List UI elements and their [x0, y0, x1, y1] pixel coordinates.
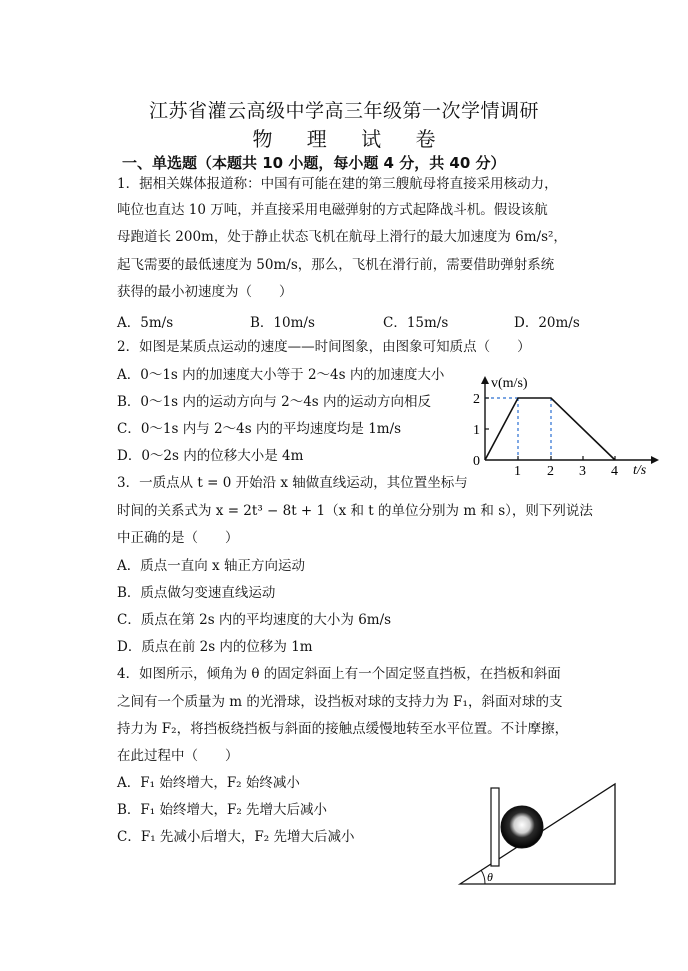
q4-option-b: B．F₁ 始终增大，F₂ 先增大后减小	[117, 802, 328, 818]
y-axis-label: v(m/s)	[491, 376, 528, 391]
incline-figure	[455, 770, 625, 890]
q1-option-b: B．10m/s	[250, 315, 315, 331]
q3-option-c: C．质点在第 2s 内的平均速度的大小为 6m/s	[117, 612, 392, 628]
x-tick-label-3: 3	[579, 464, 586, 479]
q4-line: 在此过程中（ ）	[117, 748, 239, 764]
exam-subtitle: 物 理 试 卷	[252, 127, 450, 151]
q2-stem: 2．如图是某质点运动的速度——时间图象，由图象可知质点（ ）	[117, 339, 531, 355]
q3-line-2: 时间的关系式为 x = 2t³ − 8t + 1（x 和 t 的单位分别为 m 和 s），则下列说法	[117, 503, 593, 519]
q3-line-1: 3．一质点从 t = 0 开始沿 x 轴做直线运动，其位置坐标与	[117, 475, 468, 491]
q2-option-c: C．0～1s 内与 2～4s 内的平均速度均是 1m/s	[117, 421, 402, 437]
angle-arc	[481, 870, 485, 884]
q1-option-c: C．15m/s	[383, 315, 449, 331]
q4-option-c: C．F₁ 先减小后增大，F₂ 先增大后减小	[117, 829, 355, 845]
q4-option-a: A．F₁ 始终增大，F₂ 始终减小	[117, 775, 300, 791]
x-tick-label-2: 2	[547, 464, 554, 479]
y-tick-label-2: 2	[473, 392, 480, 407]
q1-line: 1．据相关媒体报道称：中国有可能在建的第三艘航母将直接采用核动力，	[117, 176, 558, 192]
theta-label: θ	[487, 870, 493, 884]
baffle-board	[491, 788, 499, 866]
smooth-ball	[501, 806, 543, 848]
q3-option-b: B．质点做匀变速直线运动	[117, 585, 276, 601]
q1-option-d: D．20m/s	[514, 315, 580, 331]
q1-line: 获得的最小初速度为（ ）	[117, 284, 293, 300]
section-heading: 一、单选题（本题共 10 小题，每小题 4 分，共 40 分）	[122, 154, 506, 172]
velocity-time-graph	[455, 368, 660, 480]
y-axis-arrow	[481, 376, 489, 384]
y-tick-label-1: 1	[473, 423, 480, 438]
x-axis-arrow	[651, 456, 659, 464]
x-axis-label: t/s	[633, 463, 647, 478]
q3-option-a: A．质点一直向 x 轴正方向运动	[117, 558, 305, 574]
q3-line-3: 中正确的是（ ）	[117, 530, 239, 546]
vt-curve	[485, 398, 615, 460]
exam-title: 江苏省灌云高级中学高三年级第一次学情调研	[148, 100, 539, 122]
q2-option-b: B．0～1s 内的运动方向与 2～4s 内的运动方向相反	[117, 394, 432, 410]
q2-option-a: A．0～1s 内的加速度大小等于 2～4s 内的加速度大小	[117, 367, 445, 383]
origin-label: 0	[473, 454, 480, 469]
q4-line: 持力为 F₂，将挡板绕挡板与斜面的接触点缓慢地转至水平位置。不计摩擦，	[117, 721, 569, 737]
q3-option-d: D．质点在前 2s 内的位移为 1m	[117, 639, 313, 655]
q1-line: 吨位也直达 10 万吨，并直接采用电磁弹射的方式起降战斗机。假设该航	[117, 202, 548, 218]
x-tick-label-1: 1	[514, 464, 521, 479]
q4-line: 之间有一个质量为 m 的光滑球，设挡板对球的支持力为 F₁，斜面对球的支	[117, 694, 563, 710]
q2-option-d: D．0～2s 内的位移大小是 4m	[117, 448, 304, 464]
x-tick-label-4: 4	[611, 464, 618, 479]
q1-line: 起飞需要的最低速度为 50m/s，那么，飞机在滑行前，需要借助弹射系统	[117, 257, 555, 273]
q1-option-a: A．5m/s	[117, 315, 174, 331]
q1-line: 母跑道长 200m，处于静止状态飞机在航母上滑行的最大加速度为 6m/s²，	[117, 229, 567, 245]
q4-line: 4．如图所示，倾角为 θ 的固定斜面上有一个固定竖直挡板，在挡板和斜面	[117, 666, 561, 682]
